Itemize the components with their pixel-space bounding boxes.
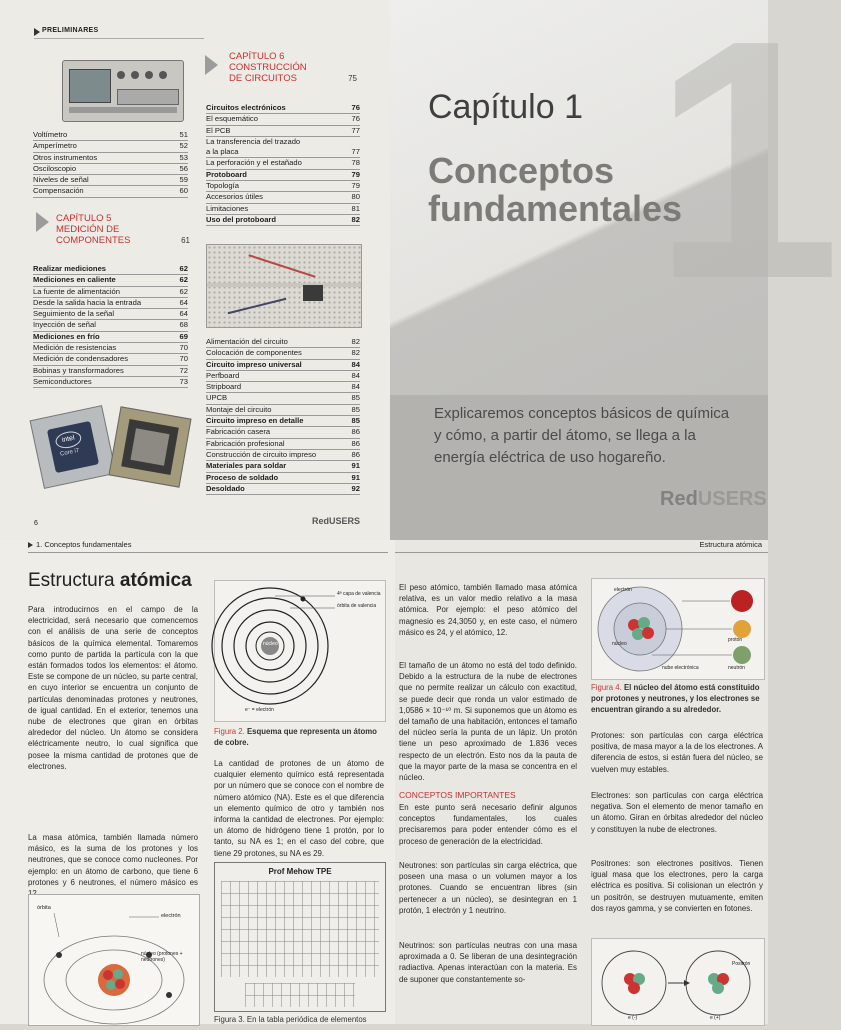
intro-line-3: energía eléctrica de uso hogareño.	[434, 449, 666, 466]
atom-label-electron: electrón	[161, 913, 181, 919]
label-electron: electrón	[614, 587, 632, 593]
chapter-6-heading[interactable]	[229, 51, 357, 84]
paragraph-atom-size: El tamaño de un átomo no está del todo definido. Debido a la estructura de la nube de electrones que no permite realizar un cálculo con exactitud, se puede decir que ronda un valor estimado de 1,0586 × 10⁻¹⁰ m. Si suponemos que un átomo es del tamaño de una habitación, entonces el tamaño del núcleo sería la punta de un lápiz. Un protón tiene un peso aproximado de 1.836 veces respecto de un electrón. Esto nos da la pauta de que la mayor parte de la masa se concentra en el núcleo.	[399, 661, 577, 783]
header-rule	[34, 38, 204, 39]
toc-entry[interactable]: El esquemático 76	[206, 114, 360, 125]
brand-footer: RedUSERS	[312, 516, 361, 526]
chapter-title	[428, 152, 682, 228]
toc-entry[interactable]: Fabricación casera 86	[206, 427, 360, 438]
figure-3-caption: Figura 3. En la tabla periódica de elementos	[214, 1015, 367, 1024]
page-number: 6	[34, 520, 38, 527]
paragraph-positrons: Positrones: son electrones positivos. Tienen igual masa que los electrones, pero la carga eléctrica es positiva. Si colisionan un electrón y un positrón, se destruyen mutuamente, emiten dos rayos gamma, y se convierten en fotones.	[591, 859, 763, 913]
copper-label-nucleus: núcleo	[263, 641, 278, 647]
figure-atom-diagram	[28, 894, 200, 1026]
oscilloscope-photo	[62, 60, 184, 122]
toc-entry[interactable]: Montaje del circuito 85	[206, 405, 360, 416]
paragraph-protons: Protones: son partículas con carga eléctrica positiva, de masa mayor a la de los electrones. A diferencia de estos, si están fuera del núcleo, se vuelven muy estables.	[591, 731, 763, 774]
chapter-6-title: CAPÍTULO 6	[229, 51, 285, 62]
chapter-big-number: 1	[652, 0, 841, 350]
running-head-rule	[28, 552, 388, 553]
toc-entry[interactable]: Uso del protoboard 82	[206, 215, 360, 226]
chip-brand-logo: intel	[54, 429, 83, 450]
label-neutron: neutrón	[728, 665, 745, 671]
label-proton: protón	[728, 637, 743, 643]
toc-entry[interactable]: a la placa 77	[206, 147, 360, 158]
paragraph-atomic-mass: La masa atómica, también llamada número másico, es la suma de los protones y los neutrones, que se conoce como nucleones. Por ejemplo: en un átomo de carbono, que tiene 6 protones y 6 neutrones, el número másico es	[28, 833, 198, 887]
toc-entry[interactable]: Bobinas y transformadores 72	[33, 366, 188, 377]
toc-entry[interactable]: Inyección de señal 68	[33, 320, 188, 331]
chapter-5-line2: MEDICIÓN DE	[56, 224, 120, 235]
toc-entry[interactable]: Circuitos electrónicos 76	[206, 103, 360, 114]
chapter-title-line2: fundamentales	[428, 188, 683, 229]
toc-entry[interactable]: Circuito impreso universal 84	[206, 360, 360, 371]
toc-entry[interactable]: Seguimiento de la señal 64	[33, 309, 188, 320]
toc-entry[interactable]: Topología 79	[206, 181, 360, 192]
chapter-6-page: 75	[348, 74, 357, 83]
article-right-page	[395, 540, 768, 1024]
figure-4-label: Figura 4.	[591, 683, 622, 692]
positron-collision-svg	[592, 939, 764, 1025]
chip-model: Core i7	[59, 447, 80, 458]
paragraph-intro: Para introducirnos en el campo de la electricidad, será necesario que comencemos con el análisis de una serie de conceptos básicos de la química elemental. Tomaremos como punto de partida la partícula con la que están formados todos los elementos: el átomo. Este se compone de un núcleo, su parte central, en cuyo interior se encuentra un conjunto de partículas denominadas protones y neutrones, de igual cantidad. En el exterior, tenemos una nube de electrones que giran en órbitas alrededor del núcleo. Un átomo se considera eléctricamente neutro, lo cual significa que posee la misma cantidad de protones que de electrones.	[28, 605, 198, 771]
paragraph-atomic-weight: El peso atómico, también llamado masa atómica relativa, es un valor medio relativo a la masa atómica. Por ejemplo: el peso atómico del magnesio es 24,3050 y, en este caso, el número másico es 24, y el atómico, 12.	[399, 583, 577, 637]
figure-periodic-table	[214, 862, 386, 1012]
paragraph-concepts-intro: En este punto será necesario definir algunos conceptos fundamentales, los cuales precisaremos para poder entender cómo es el proceso de generación de la electricidad.	[399, 803, 577, 846]
toc-entry[interactable]: Proceso de soldado 91	[206, 473, 360, 484]
section-title-bold: atómica	[119, 570, 192, 591]
running-header: PRELIMINARES	[42, 27, 99, 34]
chapter-6-line2: CONSTRUCCIÓN	[229, 62, 307, 73]
toc-entry[interactable]: La transferencia del trazado	[206, 136, 301, 146]
toc-entry[interactable]: Mediciones en frío 69	[33, 332, 188, 343]
periodic-table-title: Prof Mehow TPE	[268, 867, 332, 876]
chapter-5-marker-icon	[36, 212, 49, 232]
toc-entry[interactable]: Construcción de circuito impreso 86	[206, 450, 360, 461]
paragraph-atomic-number: La cantidad de protones de un átomo de cualquier elemento químico está representada por un número que se conoce con el nombre de número atómico (NA). Este es el que diferencia un elemento químico de otro y también nos informa la cantidad de electrones. Por ejemplo: un átomo de hidrógeno tiene 1 protón, por lo tanto, su NA es 1; en el caso del cobre, que tiene 29 protones, su NA es 29.	[214, 759, 384, 858]
toc-entry[interactable]: Medición de condensadores 70	[33, 354, 188, 365]
toc-list-ch5	[33, 264, 188, 388]
toc-entry[interactable]: Desoldado 92	[206, 484, 360, 495]
header-arrow-icon	[34, 28, 40, 36]
collision-label-1: e (-)	[628, 1015, 638, 1021]
subheading-important-concepts: CONCEPTOS IMPORTANTES	[399, 790, 516, 800]
cpu-underside-photo	[108, 406, 191, 487]
toc-entry[interactable]: Alimentación del circuito 82	[206, 337, 360, 348]
brand-red: Red	[660, 488, 698, 510]
brand-users: USERS	[697, 488, 767, 510]
toc-entry[interactable]: Colocación de componentes 82	[206, 348, 360, 359]
protoboard-photo	[206, 244, 362, 328]
copper-label-orbit: órbita de valencia	[337, 603, 377, 609]
toc-entry[interactable]: Fabricación profesional 86	[206, 439, 360, 450]
toc-entry[interactable]: Voltímetro 51	[33, 130, 188, 141]
chapter-intro	[434, 403, 764, 469]
toc-page	[0, 0, 390, 540]
intel-chip-photo	[30, 405, 117, 489]
toc-entry[interactable]: Otros instrumentos 53	[33, 153, 188, 164]
running-head-rule	[395, 552, 768, 553]
toc-entry[interactable]: Semiconductores 73	[33, 377, 188, 388]
toc-entry[interactable]: Limitaciones 81	[206, 204, 360, 215]
toc-entry[interactable]: Realizar mediciones 62	[33, 264, 188, 275]
figure-nucleus	[591, 578, 765, 680]
toc-entry[interactable]: Perfboard 84	[206, 371, 360, 382]
chapter-label: Capítulo 1	[428, 88, 583, 126]
brand-logo	[660, 488, 767, 511]
toc-entry[interactable]: Protoboard 79	[206, 170, 360, 181]
chapter-6-marker-icon	[205, 55, 218, 75]
toc-entry[interactable]: Circuito impreso en detalle 85	[206, 416, 360, 427]
figure-2-label: Figura 2.	[214, 727, 245, 736]
paragraph-neutrinos: Neutrinos: son partículas neutras con una masa aproximada a 0. Se liberan de una desintegración radiactiva. Apenas interactúan con la materia. Es de suponer que constantemente so-	[399, 941, 577, 984]
toc-list-ch6-b	[206, 337, 360, 495]
toc-entry[interactable]: Accesorios útiles 80	[206, 192, 360, 203]
label-electron-cloud: nube electrónica	[662, 665, 699, 671]
figure-copper-atom	[214, 580, 386, 722]
toc-entry[interactable]: UPCB 85	[206, 393, 360, 404]
toc-entry[interactable]: Niveles de señal 59	[33, 175, 188, 186]
chapter-title-line1: Conceptos	[428, 150, 615, 191]
toc-entry[interactable]: La perforación y el estañado 78	[206, 158, 360, 169]
toc-entry[interactable]: El PCB 77	[206, 126, 360, 137]
copper-label-shell: 4ª capa de valencia	[337, 591, 381, 597]
running-head: Estructura atómica	[699, 540, 762, 549]
chapter-5-page: 61	[181, 236, 190, 245]
chapter-6-line3: DE CIRCUITOS	[229, 73, 297, 84]
copper-label-electron: e⁻ = electrón	[245, 707, 274, 713]
toc-entry[interactable]: Medición de resistencias 70	[33, 343, 188, 354]
toc-list-ch6-a	[206, 103, 360, 226]
running-head: 1. Conceptos fundamentales	[36, 540, 132, 549]
figure-2-caption	[214, 726, 384, 748]
toc-entry[interactable]: Desde la salida hacia la entrada 64	[33, 298, 188, 309]
atom-label-orbit: órbita	[37, 905, 51, 911]
toc-entry[interactable]: La fuente de alimentación 62	[33, 287, 188, 298]
periodic-table-series	[245, 983, 355, 1007]
paragraph-electrons: Electrones: son partículas con carga eléctrica negativa. Son el elemento de menor tamaño en un átomo. Giran en órbitas alrededor del núcleo y constituyen la nube de electrones.	[591, 791, 763, 834]
figure-4-caption	[591, 682, 763, 715]
collision-label-3: Positrón	[732, 961, 751, 967]
section-title	[28, 570, 192, 592]
chapter-5-line3: COMPONENTES	[56, 235, 131, 246]
intro-line-1: Explicaremos conceptos básicos de química	[434, 405, 730, 422]
toc-entry[interactable]: Stripboard 84	[206, 382, 360, 393]
paragraph-neutrons: Neutrones: son partículas sin carga eléctrica, que poseen una masa o un volumen mayor a los protones. Cuando se encuentran libres (sin pertenecer a un núcleo), se desintegran en 1 protón, 1 electrón y 1 neutrino.	[399, 861, 577, 915]
label-nucleus: núcleo	[612, 641, 627, 647]
atom-label-nucleus: núcleo (protones + neutrones)	[141, 951, 183, 963]
running-head-arrow-icon	[28, 542, 33, 548]
toc-entry[interactable]: Compensación 60	[33, 186, 188, 197]
collision-label-2: e (+)	[710, 1015, 721, 1021]
figure-2-text: Esquema que representa un átomo de cobre.	[214, 727, 377, 747]
chapter-5-title: CAPÍTULO 5	[56, 213, 112, 224]
copper-atom-svg	[215, 581, 385, 721]
periodic-table-grid	[221, 881, 379, 977]
toc-entry[interactable]: Osciloscopio 56	[33, 164, 188, 175]
figure-positron-collision	[591, 938, 765, 1026]
toc-list-ch4	[33, 130, 188, 198]
toc-entry[interactable]: Amperímetro 52	[33, 141, 188, 152]
section-title-light: Estructura	[28, 570, 120, 591]
chapter-opener-page	[390, 0, 841, 540]
toc-entry[interactable]: Materiales para soldar 91	[206, 461, 360, 472]
toc-entry[interactable]: Mediciones en caliente 62	[33, 275, 188, 286]
figure-4-text: El núcleo del átomo está constituido por protones y neutrones, y los electrones se encuentran girando a su alrededor.	[591, 683, 760, 714]
nucleus-svg	[592, 579, 764, 679]
intro-line-2: y cómo, a partir del átomo, se llega a la	[434, 427, 696, 444]
article-left-page	[0, 540, 395, 1024]
chapter-5-heading[interactable]	[56, 213, 190, 246]
